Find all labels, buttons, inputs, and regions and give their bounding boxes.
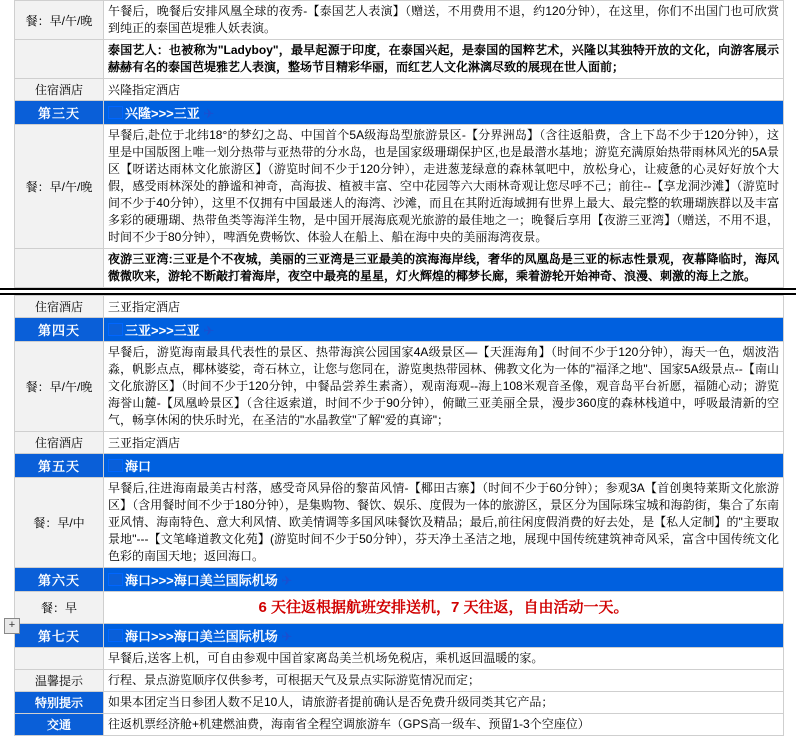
day7-paragraph: 早餐后,送客上机，可自由参观中国首家离岛美兰机场免税店，乘机返回温暖的家。 xyxy=(108,651,544,665)
table-row xyxy=(15,342,784,432)
day-label-5: 第五天 xyxy=(15,454,104,478)
table-row xyxy=(15,79,784,101)
route-text-5: 海口 xyxy=(125,459,152,474)
day-route-6 xyxy=(104,568,784,592)
day3-night-cruise-note: 夜游三亚湾:三亚是个不夜城，美丽的三亚湾是三亚最美的滨海海岸线，奢华的凤凰岛是三亚的标志性景观，夜幕降临时，海风微微吹来，游轮不断敲打着海岸，夜空中最亮的星星，灯火辉煌的椰梦长廊，乘着游轮开始神奇、浪漫、刺激的海上之旅。 xyxy=(108,252,779,283)
expand-box-icon[interactable]: + xyxy=(4,618,20,634)
bus-icon xyxy=(108,459,123,472)
table-row xyxy=(15,568,784,592)
table-row xyxy=(15,670,784,692)
hotel-value-3: 三亚指定酒店 xyxy=(104,296,784,318)
day-route-7 xyxy=(104,624,784,648)
day-label-3: 第三天 xyxy=(15,101,104,125)
route-text-7: 海口>>>海口美兰国际机场 xyxy=(125,629,278,644)
bus-icon xyxy=(108,106,123,119)
meals-label: 餐：早/午/晚 xyxy=(15,1,104,40)
itinerary-table-top xyxy=(14,0,784,288)
day3-text xyxy=(104,125,784,249)
bus-icon xyxy=(108,573,123,586)
table-row xyxy=(15,318,784,342)
plane-icon: ✈ xyxy=(281,629,293,644)
meals-label-empty xyxy=(15,40,104,79)
table-row xyxy=(15,1,784,40)
day2-text-2: 泰国艺人：也被称为"Ladyboy"，最早起源于印度，在泰国兴起，是泰国的国粹艺术，兴隆以其独特开放的文化，向游客展示赫赫有名的泰国芭堤雅艺人表演，整场节目精彩华丽，而红艺人文化淋漓尽致的展现在世人面前； xyxy=(108,43,779,74)
meals-label-6: 餐：早 xyxy=(15,592,104,624)
day-label-6: 第六天 xyxy=(15,568,104,592)
table-row xyxy=(15,125,784,249)
table-row xyxy=(15,296,784,318)
day6-notice-cell xyxy=(104,592,784,624)
meals-label-3: 餐：早/午/晚 xyxy=(15,125,104,249)
day-route-3 xyxy=(104,101,784,125)
table-row xyxy=(15,249,784,288)
table-row xyxy=(15,40,784,79)
day4-paragraph: 早餐后，游览海南最具代表性的景区、热带海滨公园国家4A级景区—【天涯海角】（时间不少于120分钟），海天一色，烟波浩淼，帆影点点，椰林婆娑，奇石林立，让您与您同在，游览奥热带园林、佛教文化为一体的"福泽之地"、国家5A级景点--【南山文化旅游区】（时间不少于120分钟，中餐品尝养生素斋），观南海观--海上108米观音圣像，观音岛平台祈愿，福随心动；游览海誉山麓-【凤凰岭景区】（含往返索道，时间不少于90分钟），俯瞰三亚美丽全景，漫步360度的森林栈道中，呼吸最清新的空气，畅享休闲的快乐时光，在圣洁的"水晶教堂"了解"爱的真谛"； xyxy=(108,345,779,427)
plane-icon: ✈ xyxy=(203,323,215,338)
table-row xyxy=(15,432,784,454)
day2-paragraph-2 xyxy=(104,40,784,79)
transport-text: 往返机票经济舱+机建燃油费，海南省全程空调旅游车（GPS高一级车、预留1-3个空座位） xyxy=(104,714,784,736)
hotel-value-4: 三亚指定酒店 xyxy=(104,432,784,454)
hotel-value: 兴隆指定酒店 xyxy=(104,79,784,101)
special-tip-text: 如果本团定当日参团人数不足10人，请旅游者提前确认是否免费升级同类其它产品； xyxy=(104,692,784,714)
day-route-5 xyxy=(104,454,784,478)
bus-icon xyxy=(108,323,123,336)
warm-tip-text: 行程、景点游览顺序仅供参考，可根据天气及景点实际游览情况而定； xyxy=(104,670,784,692)
meals-label-5: 餐：早/中 xyxy=(15,478,104,568)
table-row xyxy=(15,454,784,478)
bus-icon xyxy=(108,629,123,642)
day3-paragraph: 早餐后,赴位于北纬18°的梦幻之岛、中国首个5A级海岛型旅游景区-【分界洲岛】（含往返船费，含上下岛不少于120分钟），这里是中国版图上唯一划分热带与亚热带的分水岛，也是国家级珊瑚保护区,也是最潜水基地；游览充满原始热带雨林风光的5A景区【呀诺达雨林文化旅游区】（游览时间不少于120分钟），走进葱茏绿意的森林氧吧中，放松身心，让疲惫的心灵好好放个大假，感受雨林深处的静谧和神奇，高海拔、植被丰富、空中花园等六大雨林奇观让您尽呼不己；前往--【享龙洞沙滩】（游览时间不少于40分钟），这里不仅拥有中国最迷人的海湾、沙滩，而且在其附近海域拥有世界上最大、最完整的软珊瑚族群以及丰富多彩的硬珊瑚、热带鱼类等海洋生物，是中国开展海底观光旅游的最佳地之一；晚餐后享用【夜游三亚湾】（赠送，不用不退，时间不少于80分钟），啤酒免费畅饮、体验人在船上、船在海中央的美丽海湾夜景。 xyxy=(108,128,779,244)
table-row xyxy=(15,624,784,648)
meals-label-3b xyxy=(15,249,104,288)
plane-icon: ✈ xyxy=(203,106,215,121)
table-row xyxy=(15,692,784,714)
route-text-6: 海口>>>海口美兰国际机场 xyxy=(125,573,278,588)
table-row xyxy=(15,714,784,736)
day2-paragraph-1 xyxy=(104,1,784,40)
meals-label-4: 餐：早/午/晚 xyxy=(15,342,104,432)
day7-text xyxy=(104,648,784,670)
day-label-4: 第四天 xyxy=(15,318,104,342)
route-text-4: 三亚>>>三亚 xyxy=(125,323,200,338)
day3-note xyxy=(104,249,784,288)
hotel-label-3: 住宿酒店 xyxy=(15,296,104,318)
route-text-3: 兴隆>>>三亚 xyxy=(125,106,200,121)
special-tip-label: 特别提示 xyxy=(15,692,104,714)
day5-paragraph: 早餐后,往进海南最美古村落，感受奇风异俗的黎苗风情-【椰田古寨】（时间不少于60分钟）；参观3A【首创奥特莱斯文化旅游区】（含用餐时间不少于180分钟），是集购物、餐饮、娱乐、度假为一体的旅游区，景区分为国际珠宝城和海韵街，集合了东南亚风情、海南特色、意大利风情、欧美情调等多国风味餐饮及精品；最后,前往闲度假消费的好去处，是【私人定制】的"主要取景地"---【文笔峰道教文化苑】(游览时间不少于50分钟），芬天净土圣洁之地，展现中国传统建筑神奇风采，富含中国传统文化色彩的南国天地；返回海口。 xyxy=(108,481,779,563)
day2-text-1: 午餐后，晚餐后安排风凰全球的夜秀-【泰国艺人表演】（赠送，不用费用不退，约120分钟），在这里，你们不出国门也可欣赏到纯正的泰国芭堤雅人妖表演。 xyxy=(108,4,779,35)
day4-text xyxy=(104,342,784,432)
table-row xyxy=(15,478,784,568)
table-row xyxy=(15,101,784,125)
table-row xyxy=(15,648,784,670)
day-route-4 xyxy=(104,318,784,342)
plane-icon: ✈ xyxy=(281,573,293,588)
transport-label: 交通 xyxy=(15,714,104,736)
meals-label-7 xyxy=(15,648,104,670)
day6-notice: 6 天往返根据航班安排送机，7 天往返，自由活动一天。 xyxy=(258,599,629,616)
hotel-label-4: 住宿酒店 xyxy=(15,432,104,454)
day5-text xyxy=(104,478,784,568)
table-row xyxy=(15,592,784,624)
day-label-7: 第七天 xyxy=(15,624,104,648)
hotel-label: 住宿酒店 xyxy=(15,79,104,101)
itinerary-table-main xyxy=(14,295,784,736)
warm-tip-label: 温馨提示 xyxy=(15,670,104,692)
